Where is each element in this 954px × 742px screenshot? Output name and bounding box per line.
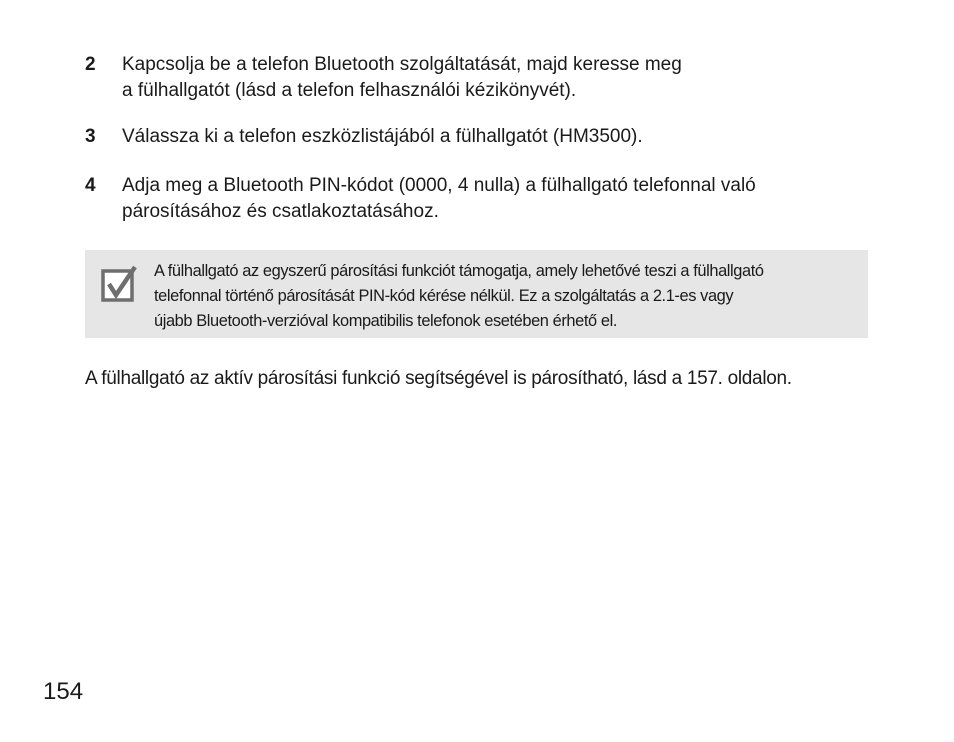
step-line: Kapcsolja be a telefon Bluetooth szolgáltatását, majd keresse meg xyxy=(122,54,682,75)
step-2 xyxy=(85,52,865,104)
note-line: újabb Bluetooth-verzióval kompatibilis telefonok esetében érhető el. xyxy=(154,312,617,330)
step-number: 2 xyxy=(85,54,96,75)
step-text xyxy=(122,173,865,225)
step-text xyxy=(122,124,865,150)
step-number: 4 xyxy=(85,175,96,196)
step-text xyxy=(122,52,865,104)
note-text xyxy=(154,259,866,334)
step-line: Válassza ki a telefon eszközlistájából a fülhallgatót (HM3500). xyxy=(122,126,643,147)
step-3 xyxy=(85,124,865,150)
note-line: telefonnal történő párosítását PIN-kód kérése nélkül. Ez a szolgáltatás a 2.1-es vagy xyxy=(154,287,734,305)
note-box xyxy=(85,250,868,338)
step-line: Adja meg a Bluetooth PIN-kódot (0000, 4 nulla) a fülhallgató telefonnal való xyxy=(122,175,756,196)
step-number: 3 xyxy=(85,126,96,147)
step-4 xyxy=(85,173,865,225)
page-number: 154 xyxy=(43,678,84,705)
step-line: párosításához és csatlakoztatásához. xyxy=(122,201,439,222)
checkbox-check-icon xyxy=(100,265,138,303)
pairing-reference-text: A fülhallgató az aktív párosítási funkció segítségével is párosítható, lásd a 157. oldalon. xyxy=(85,368,792,389)
step-line: a fülhallgatót (lásd a telefon felhasználói kézikönyvét). xyxy=(122,80,577,101)
note-line: A fülhallgató az egyszerű párosítási funkciót támogatja, amely lehetővé teszi a fülhallgató xyxy=(154,262,764,280)
